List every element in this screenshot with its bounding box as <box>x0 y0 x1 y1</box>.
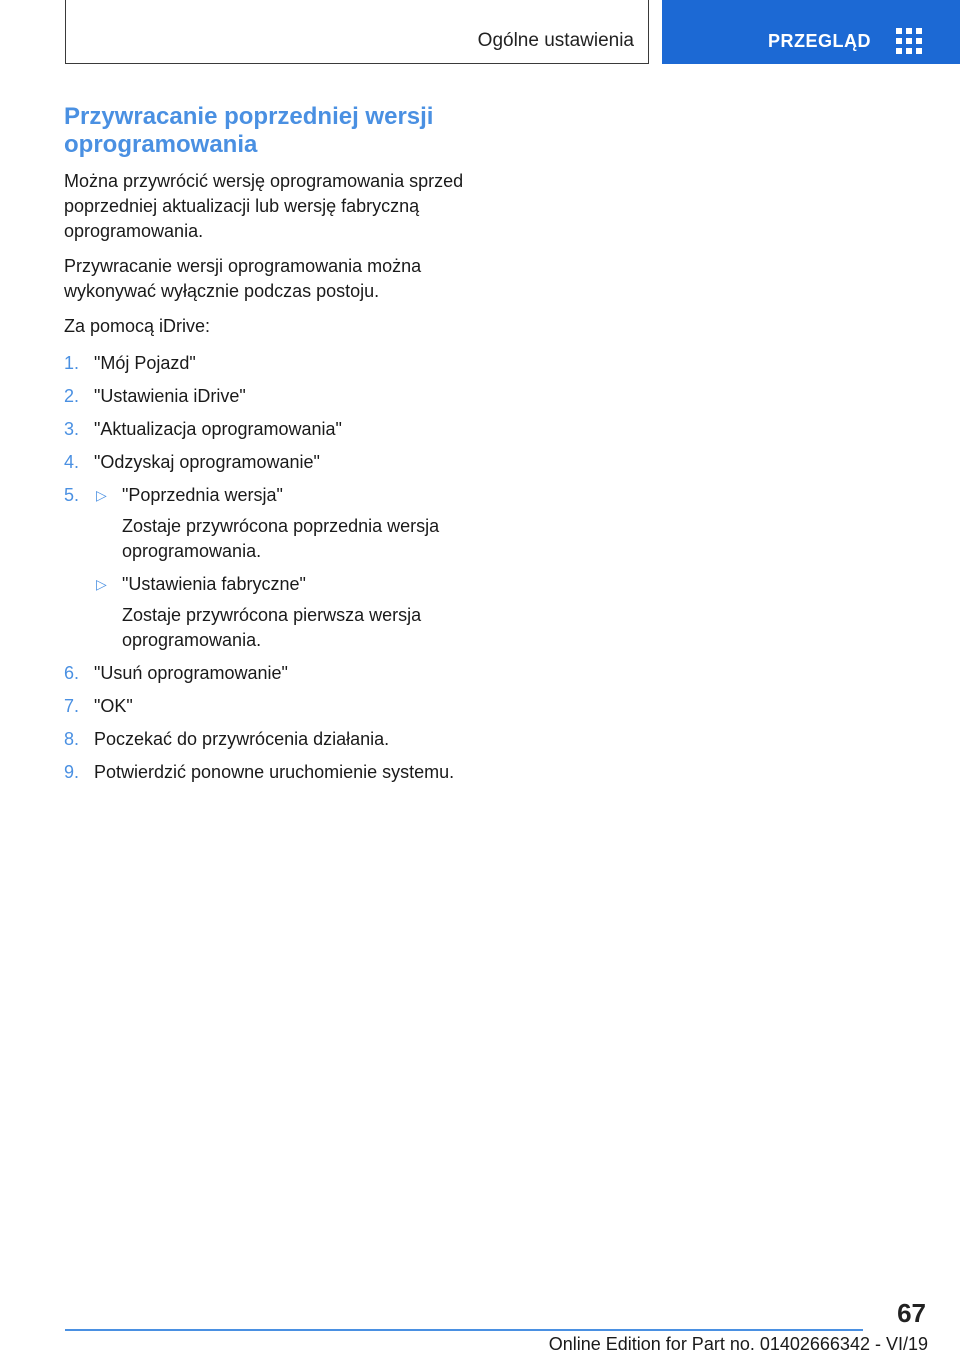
list-item <box>64 384 484 409</box>
edition-text: Online Edition for Part no. 01402666342 - VI/19 <box>548 1334 928 1354</box>
step-text: "Usuń oprogramowanie" <box>94 663 288 683</box>
list-item <box>64 351 484 376</box>
option-item <box>94 572 484 653</box>
list-item <box>64 760 484 785</box>
list-item <box>64 450 484 475</box>
triangle-bullet-icon: ▷ <box>96 576 107 592</box>
step-text: "OK" <box>94 696 133 716</box>
article <box>64 103 484 793</box>
list-item <box>64 417 484 442</box>
idrive-paragraph: Za pomocą iDrive: <box>64 316 211 336</box>
step-number: 1. <box>64 353 80 373</box>
step-number: 5. <box>64 485 80 505</box>
step-number: 7. <box>64 696 80 716</box>
option-description: Zostaje przywrócona pierwsza wersja oprogramowania. <box>122 605 422 650</box>
step-number: 2. <box>64 386 80 406</box>
section-title: Ogólne ustawienia <box>477 30 634 51</box>
step-number: 6. <box>64 663 80 683</box>
list-item <box>64 661 484 686</box>
step-text: Poczekać do przywrócenia działania. <box>94 729 390 749</box>
step-number: 8. <box>64 729 80 749</box>
list-item <box>64 694 484 719</box>
option-description: Zostaje przywrócona poprzednia wersja oprogramowania. <box>122 516 440 561</box>
triangle-bullet-icon: ▷ <box>96 487 107 503</box>
grid-icon <box>896 28 922 54</box>
overview-tab[interactable] <box>662 0 960 64</box>
option-item <box>94 483 484 564</box>
option-label: "Poprzednia wersja" <box>122 485 283 505</box>
step-text: "Odzyskaj oprogramowanie" <box>94 452 320 472</box>
step-number: 3. <box>64 419 80 439</box>
steps-list <box>64 351 484 785</box>
step-text: "Ustawienia iDrive" <box>94 386 246 406</box>
article-heading: Przywracanie poprzedniej wersji oprogramowania <box>64 103 434 158</box>
overview-tab-label: PRZEGLĄD <box>768 31 871 51</box>
step-number: 9. <box>64 762 80 782</box>
step-number: 4. <box>64 452 80 472</box>
page-number: 67 <box>897 1298 926 1328</box>
option-label: "Ustawienia fabryczne" <box>122 574 306 594</box>
intro-paragraph: Można przywrócić wersję oprogramowania sprzed poprzedniej aktualizacji lub wersję fabryczną oprogramowania. <box>64 171 464 241</box>
footer-divider <box>65 1329 863 1331</box>
step-text: Potwierdzić ponowne uruchomienie systemu. <box>94 762 455 782</box>
list-item <box>64 727 484 752</box>
header-section-box <box>65 0 649 64</box>
list-item <box>64 483 484 653</box>
step-text: "Mój Pojazd" <box>94 353 196 373</box>
condition-paragraph: Przywracanie wersji oprogramowania można wykonywać wyłącznie podczas postoju. <box>64 256 422 301</box>
step-text: "Aktualizacja oprogramowania" <box>94 419 342 439</box>
